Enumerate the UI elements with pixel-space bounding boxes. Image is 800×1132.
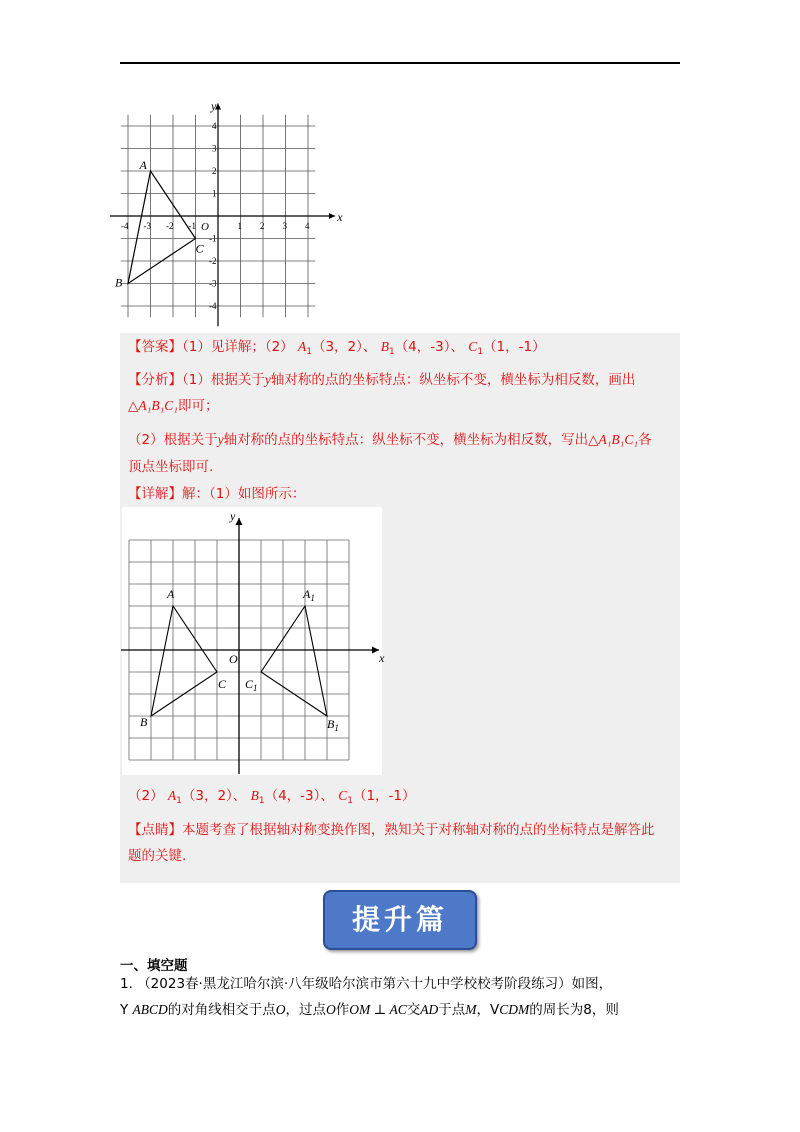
comment-text-1: 本题考查了根据轴对称变换作图，熟知关于对称轴对称的点的坐标特点是解答此 <box>182 822 655 838</box>
analysis-tag: 【分析】 <box>128 372 182 388</box>
question-line2 <box>120 1000 619 1020</box>
point-label-c1: $C_1$ <box>245 677 258 693</box>
comment-text-2: 题的关键. <box>128 848 187 864</box>
y-axis-label: y <box>230 509 236 523</box>
answer2-a1-sub: 1 <box>176 796 182 806</box>
analysis-line3 <box>128 430 652 450</box>
point-label-a: A <box>167 587 175 601</box>
analysis-text-3b: 轴对称的点的坐标特点：纵坐标不变，横坐标为相反数，写出 <box>223 432 589 448</box>
answer2-part: （2） <box>128 788 164 804</box>
y-tick-label: -1 <box>209 233 217 244</box>
analysis-text-1b: 轴对称的点的坐标特点：纵坐标不变，横坐标为相反数，画出 <box>270 372 636 388</box>
question-line1 <box>120 974 612 994</box>
answer2-a1: A <box>167 788 177 803</box>
answer2-b1-sub: 1 <box>258 796 265 806</box>
origin-label: O <box>229 652 238 666</box>
point-label-b: B <box>115 275 123 290</box>
answer2-c1-coord: （1，-1） <box>352 788 416 804</box>
comment-line2 <box>128 846 186 866</box>
answer-c1: C <box>468 339 478 354</box>
q-text-e: 交 <box>406 1002 421 1018</box>
comment-tag: 【点睛】 <box>128 822 182 838</box>
detail-line <box>128 484 305 504</box>
x-tick-label: 3 <box>282 221 287 231</box>
answer2-b1: B <box>250 788 259 803</box>
point-label-c: C <box>195 241 204 256</box>
analysis-text-3c: 各 <box>638 432 652 448</box>
answer2-line <box>128 786 416 811</box>
q-abcd: ABCD <box>132 1002 168 1017</box>
analysis-text-2: 即可； <box>177 398 219 414</box>
x-tick-label: 1 <box>237 221 242 231</box>
analysis-line2 <box>128 396 218 416</box>
point-label-a: A <box>139 158 147 172</box>
answer-b1: B <box>380 339 389 354</box>
y-tick-label: -4 <box>209 301 217 311</box>
answer2-a1-coord: （3，2）、 <box>181 788 247 804</box>
analysis-line1 <box>128 370 635 390</box>
y-tick-label: 1 <box>212 188 217 199</box>
answer-a1-sub: 1 <box>306 347 312 357</box>
q-text-g: ， <box>476 1002 490 1018</box>
x-tick-label: 4 <box>305 221 310 231</box>
answer-part1: （1）见详解；（2） <box>182 339 294 355</box>
analysis-triangle-2: △A₁B₁C₁ <box>588 432 639 447</box>
answer-a1-coord: （3，2）、 <box>311 339 377 355</box>
x-tick-label: -1 <box>188 221 196 231</box>
y-tick-label: 3 <box>212 143 217 154</box>
y-tick-label: -2 <box>209 256 217 266</box>
q-text-b: 的对角线相交于点 <box>167 1002 276 1018</box>
analysis-line4 <box>128 457 213 477</box>
detail-tag: 【详解】 <box>128 486 182 502</box>
y-tick-label: 4 <box>212 121 217 131</box>
graph1-grid <box>110 104 335 327</box>
q-m: M <box>465 1002 477 1017</box>
q-ad: AD <box>420 1002 439 1017</box>
graph1-labels <box>115 99 343 311</box>
point-label-c: C <box>218 677 227 691</box>
q-o-2: O <box>326 1002 336 1017</box>
q-symbol-y: Y <box>120 1002 129 1018</box>
q-text-d: 作 <box>335 1002 350 1018</box>
analysis-var-y-2: y <box>217 432 224 447</box>
triangle-abc <box>128 171 196 284</box>
answer2-c1: C <box>338 788 348 803</box>
x-tick-label: -3 <box>143 221 151 231</box>
x-axis-arrow <box>329 213 335 219</box>
analysis-text-3a: （2）根据关于 <box>128 432 218 448</box>
x-axis-label: x <box>337 210 343 224</box>
answer-a1: A <box>297 339 307 354</box>
y-tick-label: 2 <box>212 166 217 176</box>
y-tick-label: -3 <box>209 278 217 289</box>
answer-b1-coord: （4，-3）、 <box>394 339 464 355</box>
point-label-a1: $A_1$ <box>303 587 315 603</box>
x-tick-label: -4 <box>121 221 129 231</box>
origin-label: O <box>201 221 209 233</box>
x-tick-label: -2 <box>166 221 174 231</box>
analysis-text-4: 顶点坐标即可. <box>128 459 214 475</box>
answer-b1-sub: 1 <box>388 347 395 357</box>
analysis-triangle: △A₁B₁C₁ <box>128 398 178 413</box>
q-cdm: CDM <box>499 1002 530 1017</box>
answer-tag: 【答案】 <box>128 339 182 355</box>
analysis-var-y: y <box>264 372 271 387</box>
point-label-b1: $B_1$ <box>327 717 339 733</box>
x-axis-label: x <box>379 651 385 665</box>
q-symbol-v: V <box>490 1002 500 1018</box>
coordinate-graph-2 <box>122 507 385 775</box>
answer2-c1-sub: 1 <box>347 796 353 806</box>
analysis-text-1a: （1）根据关于 <box>182 372 265 388</box>
q-text-c: ，过点 <box>285 1002 327 1018</box>
q-o: O <box>275 1002 286 1017</box>
answer-c1-coord: （1，-1） <box>483 339 546 355</box>
detail-text: 解：（1）如图所示： <box>182 486 306 502</box>
x-tick-label: 2 <box>260 221 265 231</box>
question-source: （2023春·黑龙江哈尔滨·八年级哈尔滨市第六十九中学校校考阶段练习）如图， <box>137 976 613 992</box>
header-rule <box>120 62 680 64</box>
answer-c1-sub: 1 <box>477 347 484 357</box>
q-text-f: 于点 <box>438 1002 466 1018</box>
section-banner: 提升篇 <box>323 890 477 950</box>
section-heading: 一、填空题 <box>120 958 188 974</box>
comment-line1 <box>128 820 655 840</box>
answer-line <box>128 337 546 362</box>
answer2-b1-coord: （4，-3）、 <box>264 788 334 804</box>
coordinate-graph-1 <box>115 95 350 330</box>
q-om-ac: OM ⊥ AC <box>349 1002 407 1017</box>
y-axis-label: y <box>211 98 217 113</box>
graph1-triangle <box>128 171 196 284</box>
point-label-b: B <box>140 715 148 729</box>
q-text-h: 的周长为8，则 <box>529 1002 619 1018</box>
question-number: 1. <box>120 976 133 992</box>
